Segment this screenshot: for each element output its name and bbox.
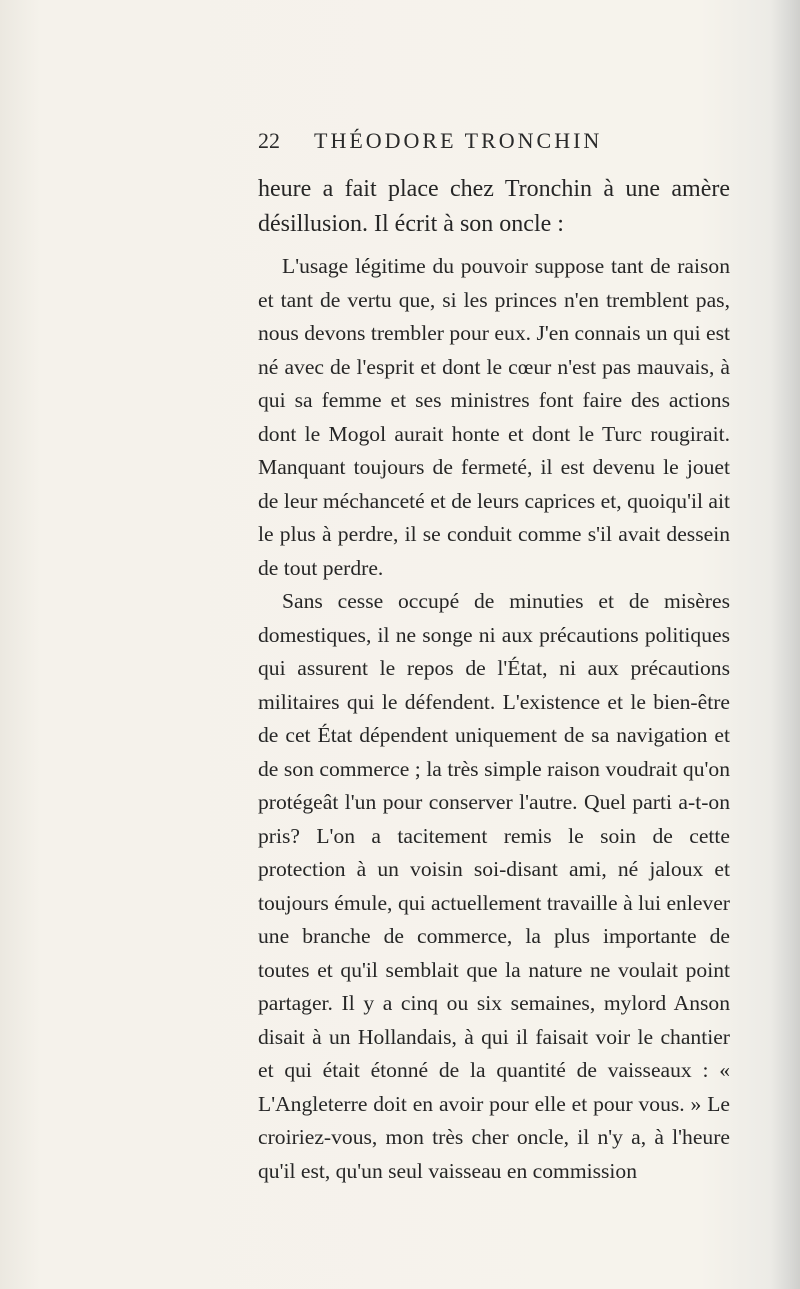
- quoted-paragraph-1: L'usage légitime du pouvoir suppose tant de raison et tant de vertu que, si les princes n'en tremblent pas, nous devons trembler pour eux. J'en connais un qui est né avec de l'esprit et dont le cœur n'est pas mauvais, à qui sa femme et ses ministres font faire des actions dont le Mogol aurait honte et dont le Turc rougirait. Manquant toujours de fermeté, il est devenu le jouet de leur méchanceté et de leurs caprices et, quoiqu'il ait le plus à perdre, il se conduit comme s'il avait dessein de tout perdre.: [258, 254, 730, 580]
- quoted-paragraph-2: Sans cesse occupé de minuties et de misères domestiques, il ne songe ni aux précautions politiques qui assurent le repos de l'État, ni aux précautions militaires qui le défendent. L'existence et le bien-être de cet État dépendent uniquement de sa navigation et de son commerce ; la très simple raison voudrait qu'on protégeât l'un pour conserver l'autre. Quel parti a-t-on pris? L'on a tacitement remis le soin de cette protection à un voisin soi-disant ami, né jaloux et toujours émule, qui actuellement travaille à lui enlever une branche de commerce, la plus importante de toutes et qu'il semblait que la nature ne voulait point partager. Il y a cinq ou six semaines, mylord Anson disait à un Hollandais, à qui il faisait voir le chantier et qui était étonné de la quantité de vaisseaux : « L'Angleterre doit en avoir pour elle et pour vous. » Le croiriez-vous, mon très cher oncle, il n'y a, à l'heure qu'il est, qu'un seul vaisseau en commission: [258, 589, 730, 1183]
- lead-paragraph: heure a fait place chez Tronchin à une amère désillusion. Il écrit à son oncle :: [258, 176, 730, 237]
- running-title: THÉODORE TRONCHIN: [314, 128, 603, 153]
- page-header: [258, 128, 638, 168]
- page-number: 22: [258, 128, 280, 153]
- body-text: [258, 172, 730, 1188]
